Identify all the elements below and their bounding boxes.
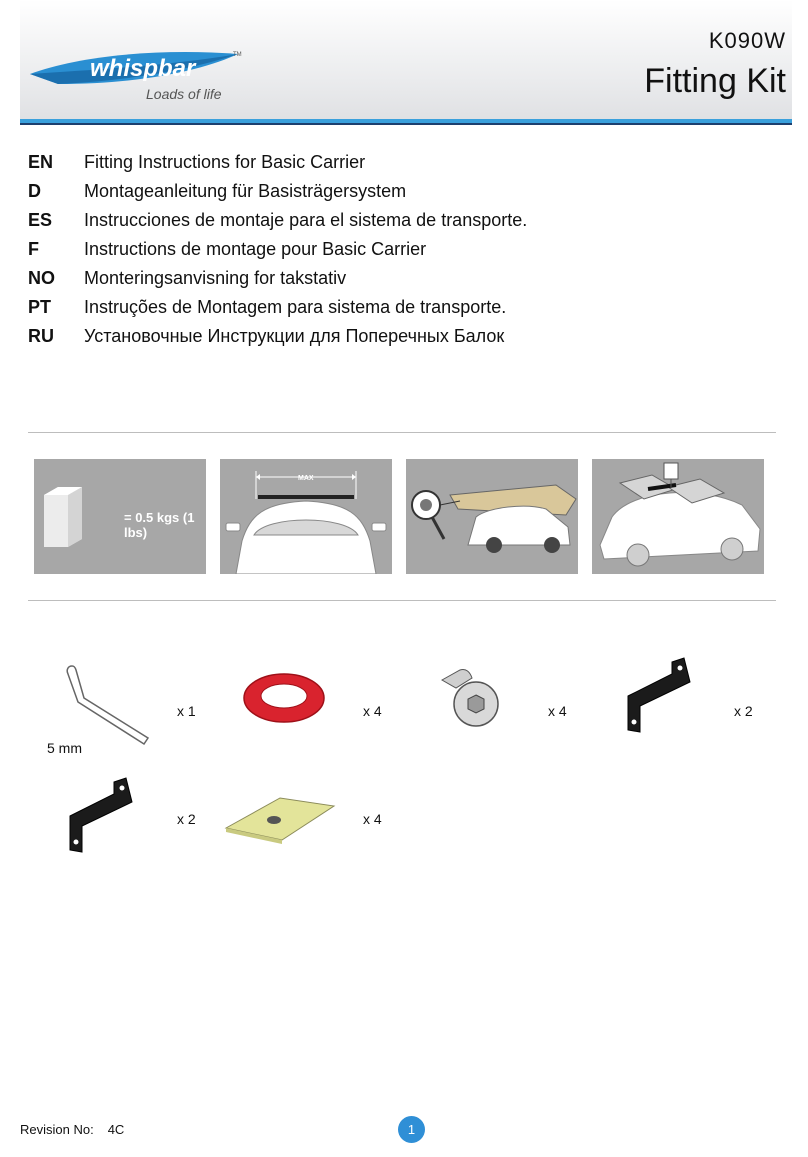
lang-text: Fitting Instructions for Basic Carrier [84,152,366,172]
panel-car-front [220,459,392,574]
lang-row-f [28,235,527,264]
panel-car-measure [406,459,578,574]
lang-code: F [28,239,39,259]
revision-label: Revision No: [20,1122,94,1137]
lang-row-d [28,177,527,206]
svg-text:TM: TM [233,52,242,58]
divider-top [28,432,776,433]
bracket-b-icon [62,776,136,856]
lang-code: ES [28,210,53,230]
bracket-b-qty: x 2 [177,811,196,827]
bracket-a-icon [620,656,694,736]
car-measure-icon [406,459,578,574]
adhesive-pad-qty: x 4 [363,811,382,827]
revision-value: 4C [107,1122,125,1137]
car-front-icon [220,459,392,574]
lang-text: Montageanleitung für Basisträgersystem [84,181,407,201]
car-loaded-icon [592,459,764,574]
lang-text: Instruções de Montagem para sistema de transporte. [84,297,507,317]
bolt-icon [436,664,504,730]
lang-text: Monteringsanvisning for takstativ [84,268,347,288]
language-list [28,148,527,351]
hex-key-size: 5 mm [47,740,82,756]
panel-weight [34,459,206,574]
max-label: MAX [298,475,314,482]
red-washer-qty: x 4 [363,703,382,719]
lang-row-no [28,264,527,293]
lang-code: EN [28,152,54,172]
lang-row-es [28,206,527,235]
bolt-qty: x 4 [548,703,567,719]
lang-code: PT [28,297,52,317]
bracket-a-qty: x 2 [734,703,753,719]
lang-code: NO [28,268,55,288]
revision-info [20,1122,124,1137]
lang-text: Instrucciones de montaje para el sistema de transporte. [84,210,528,230]
divider-bottom [28,600,776,601]
lang-code: D [28,181,41,201]
weight-label: = 0.5 kgs (1 lbs) [124,510,195,540]
page-title: Fitting Kit [644,62,786,100]
brand-tagline: Loads of life [146,86,222,102]
hex-key-icon [58,660,154,750]
lang-row-en [28,148,527,177]
lang-row-ru [28,322,527,351]
lang-row-pt [28,293,527,322]
brand-text: whispbar [90,55,196,82]
page-number-badge: 1 [398,1116,425,1143]
adhesive-pad-icon [222,792,336,846]
lang-text: Установочные Инструкции для Поперечных Балок [84,326,505,346]
lang-code: RU [28,326,54,346]
lang-text: Instructions de montage pour Basic Carrier [84,239,427,259]
hex-key-qty: x 1 [177,703,196,719]
red-washer-icon [238,668,330,726]
product-code: K090W [708,28,786,53]
panel-car-loaded [592,459,764,574]
header-rule-navy [20,123,792,125]
